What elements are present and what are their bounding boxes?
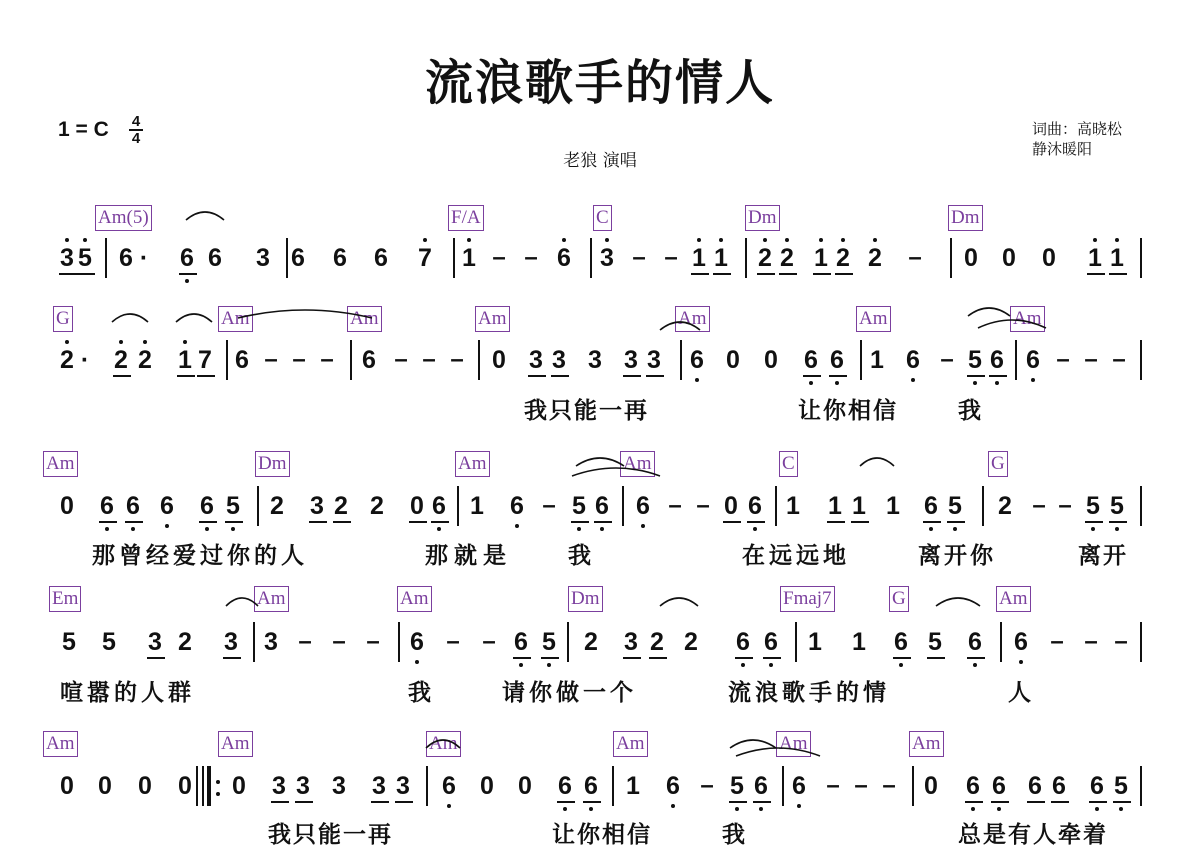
note-2: 2 <box>868 244 882 272</box>
slur-arc <box>186 212 224 220</box>
note-6: 6 <box>558 772 572 800</box>
note-6: 6 <box>830 346 844 374</box>
note-5: 5 <box>78 244 92 272</box>
lyric-text: 我只能一再 <box>268 822 393 848</box>
note-0: 0 <box>232 772 246 800</box>
note-1: 1 <box>852 628 866 656</box>
note-0: 0 <box>60 772 74 800</box>
chord-symbol: Am <box>1010 306 1045 332</box>
note-1: 1 <box>870 346 884 374</box>
note-5: 5 <box>1110 492 1124 520</box>
note-dash: – <box>908 244 922 271</box>
note-0: 0 <box>410 492 424 520</box>
note-5: 5 <box>62 628 76 656</box>
slur-arc <box>426 740 460 748</box>
note-6: 6 <box>410 628 424 656</box>
chord-symbol: Am <box>218 731 253 757</box>
note-2: 2 <box>780 244 794 272</box>
slur-arc <box>660 322 700 330</box>
note-3: 3 <box>310 492 324 520</box>
lyric-text: 请你做一个 <box>502 680 637 706</box>
chord-symbol: Am <box>426 731 461 757</box>
slur-arc <box>936 598 980 606</box>
note-dash: – <box>632 244 646 271</box>
note-1: 1 <box>808 628 822 656</box>
lyric-text: 那就是 <box>425 543 512 569</box>
note-6: 6 <box>1014 628 1028 656</box>
chord-symbol: Am <box>776 731 811 757</box>
note-6: 6 <box>510 492 524 520</box>
note-6: 6 <box>792 772 806 800</box>
note-dash: – <box>482 628 496 655</box>
note-dash: – <box>1084 346 1098 373</box>
note-6: 6 <box>804 346 818 374</box>
note-3: 3 <box>624 628 638 656</box>
note-1: 1 <box>814 244 828 272</box>
note-6: 6 <box>990 346 1004 374</box>
note-6: 6 <box>432 492 446 520</box>
note-3: 3 <box>332 772 346 800</box>
chord-symbol: Am <box>43 731 78 757</box>
note-2: 2 <box>334 492 348 520</box>
note-1: 1 <box>828 492 842 520</box>
note-5: 5 <box>1114 772 1128 800</box>
note-3: 3 <box>272 772 286 800</box>
note-1: 1 <box>692 244 706 272</box>
slur-arc <box>978 320 1046 328</box>
note-3: 3 <box>624 346 638 374</box>
note-5: 5 <box>102 628 116 656</box>
lyricist-credit: 词曲：高晓松 <box>1032 120 1123 138</box>
note-2: 2 <box>270 492 284 520</box>
note-7: 7 <box>418 244 432 272</box>
note-dash: – <box>1032 492 1046 519</box>
note-3: 3 <box>529 346 543 374</box>
note-3: 3 <box>296 772 310 800</box>
note-0: 0 <box>724 492 738 520</box>
note-3: 3 <box>256 244 270 272</box>
lyric-text: 我 <box>408 680 433 706</box>
note-dash: – <box>826 772 840 799</box>
chord-symbol: Dm <box>745 205 780 231</box>
note-3: 3 <box>552 346 566 374</box>
note-5: 5 <box>928 628 942 656</box>
note-dash: – <box>1056 346 1070 373</box>
note-1: 1 <box>470 492 484 520</box>
note-6: 6 <box>374 244 388 272</box>
chord-symbol: Am <box>613 731 648 757</box>
key-signature: 1 = C <box>58 118 109 141</box>
slur-arc <box>660 598 698 606</box>
note-2: 2 <box>584 628 598 656</box>
note-0: 0 <box>1042 244 1056 272</box>
slur-arc <box>968 308 1010 316</box>
lyric-text: 总是有人牵着 <box>958 822 1108 848</box>
note-0: 0 <box>964 244 978 272</box>
note-0: 0 <box>924 772 938 800</box>
note-6: 6 <box>894 628 908 656</box>
chord-symbol: Dm <box>948 205 983 231</box>
note-2: 2 <box>60 346 74 374</box>
chord-symbol: Fmaj7 <box>780 586 835 612</box>
note-0: 0 <box>492 346 506 374</box>
note-dash: – <box>940 346 954 373</box>
note-dash: – <box>1112 346 1126 373</box>
lyric-text: 离开 <box>1078 543 1128 569</box>
note-3: 3 <box>396 772 410 800</box>
chord-symbol: Em <box>49 586 81 612</box>
note-1: 1 <box>852 492 866 520</box>
singer-credit: 老狼 演唱 <box>563 151 637 171</box>
chord-symbol: Am <box>856 306 891 332</box>
chord-symbol: Am <box>397 586 432 612</box>
note-dash: – <box>1058 492 1072 519</box>
lyric-text: 那曾经爱过你的人 <box>92 543 308 569</box>
note-6: 6 <box>595 492 609 520</box>
time-signature-top: 4 <box>131 113 141 130</box>
note-0: 0 <box>1002 244 1016 272</box>
note-dash: – <box>1050 628 1064 655</box>
note-1: 1 <box>886 492 900 520</box>
note-1: 1 <box>462 244 476 272</box>
note-6: 6 <box>514 628 528 656</box>
note-0: 0 <box>138 772 152 800</box>
note-5: 5 <box>948 492 962 520</box>
slur-arc <box>736 748 820 756</box>
note-dash: – <box>664 244 678 271</box>
note-6: 6 <box>924 492 938 520</box>
note-dash: – <box>882 772 896 799</box>
note-3: 3 <box>588 346 602 374</box>
note-2: 2 <box>370 492 384 520</box>
slur-arc <box>226 598 258 606</box>
lyric-text: 在远远地 <box>742 543 850 569</box>
chord-symbol: G <box>988 451 1008 477</box>
note-1: 1 <box>1110 244 1124 272</box>
note-1: 1 <box>786 492 800 520</box>
note-6: 6 <box>636 492 650 520</box>
note-6: 6 <box>906 346 920 374</box>
note-5: 5 <box>730 772 744 800</box>
song-title: 流浪歌手的情人 <box>424 55 775 111</box>
chord-symbol: G <box>889 586 909 612</box>
lyric-text: 我 <box>958 398 983 424</box>
note-6: 6 <box>235 346 249 374</box>
note-3: 3 <box>148 628 162 656</box>
chord-symbol: Am(5) <box>95 205 152 231</box>
note-dash: – <box>854 772 868 799</box>
note-6: 6 <box>1052 772 1066 800</box>
slur-arc <box>576 458 624 466</box>
note-0: 0 <box>480 772 494 800</box>
note-dash: – <box>394 346 408 373</box>
note-6: 6 <box>362 346 376 374</box>
note-2: 2 <box>114 346 128 374</box>
note-dash: – <box>320 346 334 373</box>
chord-symbol: C <box>779 451 798 477</box>
note-2: 2 <box>178 628 192 656</box>
note-dash: – <box>422 346 436 373</box>
note-5: 5 <box>542 628 556 656</box>
note-3: 3 <box>264 628 278 656</box>
time-signature-bottom: 4 <box>131 130 141 147</box>
note-dash: – <box>264 346 278 373</box>
note-6: 6 <box>1028 772 1042 800</box>
note-6: 6 <box>754 772 768 800</box>
chord-symbol: Am <box>996 586 1031 612</box>
lyric-text: 让你相信 <box>552 822 652 848</box>
note-6: 6 <box>208 244 222 272</box>
note-2: 2 <box>650 628 664 656</box>
note-dash: – <box>524 244 538 271</box>
note-6: 6 <box>690 346 704 374</box>
note-6: 6 <box>160 492 174 520</box>
chord-symbol: Am <box>909 731 944 757</box>
arranger-credit: 静沐暖阳 <box>1032 140 1093 158</box>
note-0: 0 <box>60 492 74 520</box>
note-dash: – <box>696 492 710 519</box>
slur-arc <box>572 468 660 476</box>
note-dash: – <box>668 492 682 519</box>
note-5: 5 <box>1086 492 1100 520</box>
note-dash: – <box>1114 628 1128 655</box>
chord-symbol: G <box>53 306 73 332</box>
chord-symbol: Am <box>675 306 710 332</box>
lyric-text: 流浪歌手的情 <box>728 680 890 706</box>
chord-symbol: Dm <box>255 451 290 477</box>
note-dash: – <box>292 346 306 373</box>
note-1: 1 <box>1088 244 1102 272</box>
note-5: 5 <box>226 492 240 520</box>
chord-symbol: Am <box>254 586 289 612</box>
note-0: 0 <box>726 346 740 374</box>
lyric-text: 让你相信 <box>798 398 898 424</box>
note-6: 6 <box>968 628 982 656</box>
note-2: 2 <box>684 628 698 656</box>
note-6: 6 <box>1090 772 1104 800</box>
note-0: 0 <box>178 772 192 800</box>
note-6: 6 <box>748 492 762 520</box>
note-0: 0 <box>518 772 532 800</box>
lyric-text: 喧嚣的人群 <box>60 680 195 706</box>
note-dash: – <box>1084 628 1098 655</box>
lyric-text: 离开你 <box>918 543 996 569</box>
note-dash: – <box>492 244 506 271</box>
note-dash: – <box>700 772 714 799</box>
note-dash: – <box>450 346 464 373</box>
note-3: 3 <box>647 346 661 374</box>
note-6: 6 <box>119 244 133 272</box>
note-7: 7 <box>198 346 212 374</box>
note-1: 1 <box>178 346 192 374</box>
note-0: 0 <box>764 346 778 374</box>
chord-symbol: Am <box>218 306 253 332</box>
note-6: 6 <box>666 772 680 800</box>
slur-arc <box>860 458 894 466</box>
chord-symbol: Am <box>347 306 382 332</box>
note-dash: – <box>542 492 556 519</box>
chord-symbol: Am <box>43 451 78 477</box>
note-3: 3 <box>372 772 386 800</box>
note-dash: – <box>366 628 380 655</box>
note-6: 6 <box>100 492 114 520</box>
note-6: 6 <box>992 772 1006 800</box>
chord-symbol: Am <box>475 306 510 332</box>
note-2: 2 <box>998 492 1012 520</box>
note-dot-duration: · <box>80 346 90 374</box>
note-3: 3 <box>600 244 614 272</box>
note-dash: – <box>446 628 460 655</box>
note-5: 5 <box>572 492 586 520</box>
lyric-text: 我只能一再 <box>524 398 649 424</box>
note-2: 2 <box>138 346 152 374</box>
note-6: 6 <box>442 772 456 800</box>
slur-arc <box>730 740 776 748</box>
note-6: 6 <box>291 244 305 272</box>
note-0: 0 <box>98 772 112 800</box>
note-6: 6 <box>200 492 214 520</box>
note-6: 6 <box>333 244 347 272</box>
note-6: 6 <box>557 244 571 272</box>
chord-symbol: F/A <box>448 205 484 231</box>
note-6: 6 <box>1026 346 1040 374</box>
note-dash: – <box>332 628 346 655</box>
slur-arc <box>176 314 212 322</box>
chord-symbol: C <box>593 205 612 231</box>
slur-arc <box>112 314 148 322</box>
lyric-text: 我 <box>568 543 593 569</box>
note-1: 1 <box>714 244 728 272</box>
chord-symbol: Am <box>620 451 655 477</box>
note-6: 6 <box>126 492 140 520</box>
note-dot-duration: · <box>139 244 149 272</box>
note-1: 1 <box>626 772 640 800</box>
note-3: 3 <box>224 628 238 656</box>
note-3: 3 <box>60 244 74 272</box>
slur-arc <box>238 310 372 318</box>
note-5: 5 <box>968 346 982 374</box>
chord-symbol: Am <box>455 451 490 477</box>
chord-symbol: Dm <box>568 586 603 612</box>
note-6: 6 <box>764 628 778 656</box>
lyric-text: 我 <box>722 822 747 848</box>
note-6: 6 <box>966 772 980 800</box>
note-2: 2 <box>836 244 850 272</box>
lyric-text: 人 <box>1008 680 1033 706</box>
note-2: 2 <box>758 244 772 272</box>
note-6: 6 <box>584 772 598 800</box>
note-6: 6 <box>180 244 194 272</box>
note-dash: – <box>298 628 312 655</box>
note-6: 6 <box>736 628 750 656</box>
